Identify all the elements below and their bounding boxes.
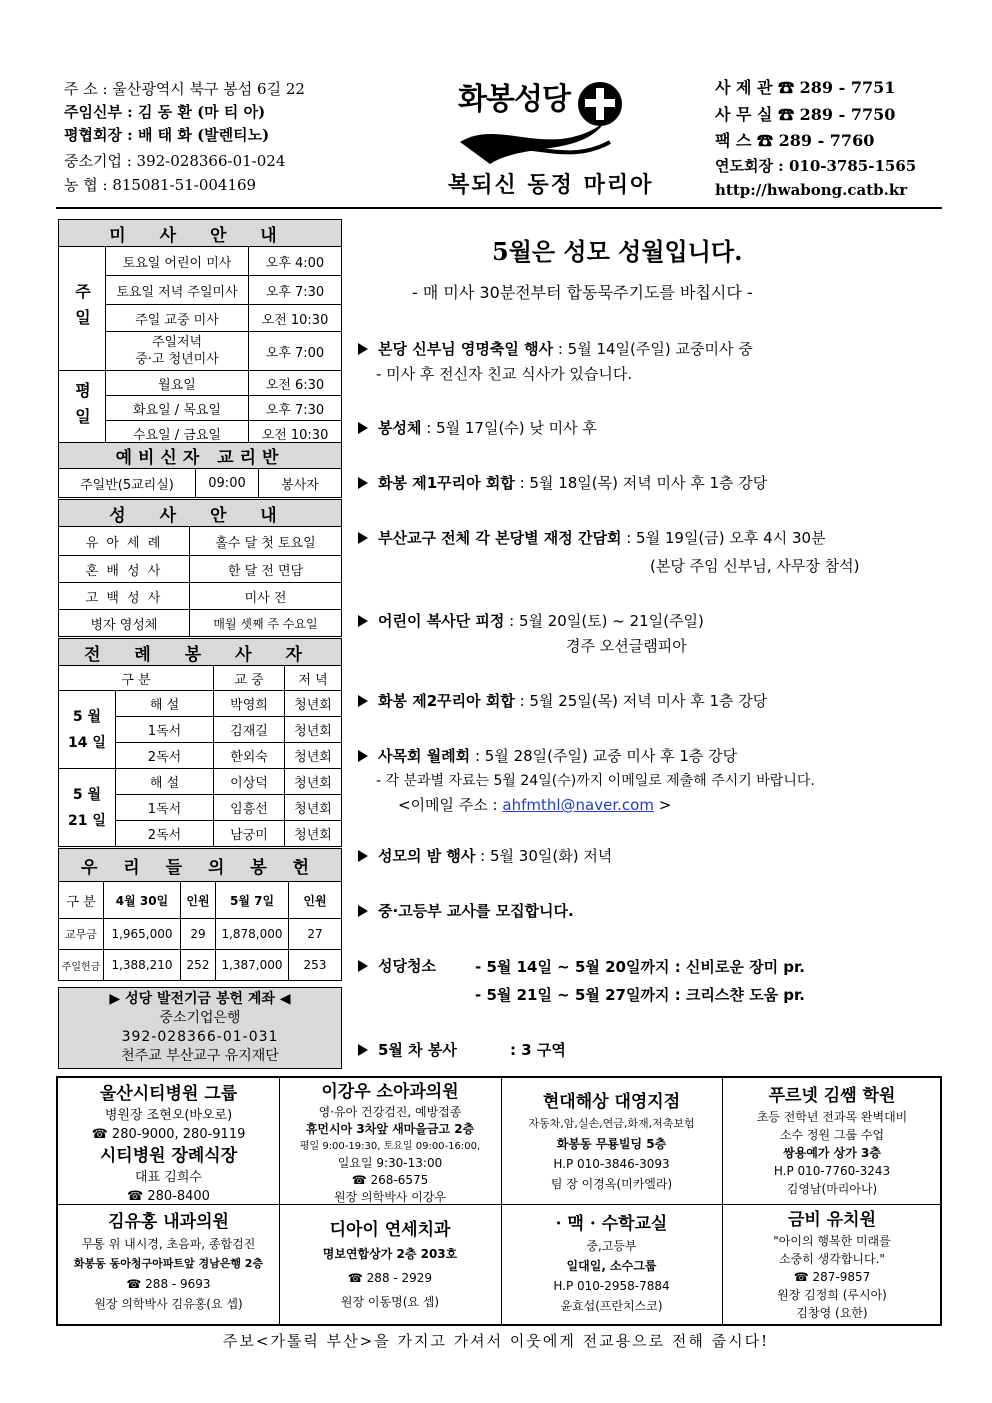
offering-head: 5월 7일	[216, 882, 289, 919]
triangle-bullet-icon	[358, 750, 368, 762]
ad-line: 자동차,암,실손,연금,화재,저축보험	[528, 1117, 695, 1130]
ad-line: ☎ 288 - 9693	[126, 1277, 211, 1291]
notice-head: 성모의 밤 행사	[378, 847, 476, 865]
patron-title: 복되신 동정 마리아	[448, 172, 654, 198]
liturgy-role: 해 설	[116, 691, 214, 717]
triangle-bullet-icon	[358, 695, 368, 707]
sunday-label: 주일	[59, 247, 106, 371]
ad-line: ☎ 287-9857	[793, 1270, 871, 1284]
catechism-volunteer: 봉사자	[259, 469, 342, 498]
sacrament-name: 유 아 세 례	[59, 527, 190, 556]
notice-head: 5월 차 봉사	[378, 1041, 457, 1059]
mass-time: 오전 10:30	[249, 305, 342, 332]
ad-line: 김창영 (요한)	[796, 1306, 868, 1320]
offering-amount: 1,388,210	[104, 950, 181, 981]
liturgy-sunday: 박영희	[214, 691, 285, 717]
offering-count: 29	[181, 919, 216, 950]
notice-item	[358, 417, 597, 439]
notice-text: : 5월 18일(목) 저녁 미사 후 1층 강당	[514, 474, 768, 492]
weekday-label: 평일	[59, 371, 106, 446]
service-line: : 3 구역	[510, 1041, 566, 1059]
ad-kindergarten	[722, 1208, 942, 1322]
liturgy-role: 2독서	[116, 821, 214, 847]
header-pastor: 주임신부 : 김 동 환 (마 티 아)	[64, 103, 266, 121]
ad-line: 원장 이동명(요 셉)	[340, 1295, 440, 1309]
catechism-class: 주일반(5교리실)	[59, 469, 196, 498]
phone-fax: 팩 스 ☎ 289 - 7760	[715, 131, 875, 150]
sacrament-info: 한 달 전 면담	[190, 556, 342, 583]
offering-table	[58, 848, 342, 981]
notice-item	[358, 845, 612, 867]
ad-line: 원장 의학박사 이강우	[334, 1190, 446, 1204]
ad-internal-medicine	[58, 1210, 279, 1314]
notice-text: : 5월 17일(수) 낮 미사 후	[421, 419, 597, 437]
sacrament-info: 매월 셋째 주 수요일	[190, 610, 342, 637]
ad-line: 명보연합상가 2층 203호	[322, 1247, 458, 1261]
development-fund-box	[58, 987, 342, 1069]
liturgy-role: 1독서	[116, 795, 214, 821]
ad-title: 현대해상 대영지점	[542, 1092, 681, 1112]
ad-line: H.P 010-7760-3243	[773, 1164, 891, 1178]
mass-name: 주일저녁 중·고 청년미사	[106, 332, 249, 371]
notice-head: 사목회 월례회	[378, 747, 471, 765]
ad-line: ☎ 280-9000, 280-9119	[91, 1127, 246, 1142]
triangle-bullet-icon	[358, 343, 368, 355]
notice-sub: - 각 분과별 자료는 5월 24일(수)까지 이메일로 제출해 주시기 바랍니다.	[376, 773, 815, 789]
mass-name: 토요일 어린이 미사	[106, 247, 249, 276]
fund-account: 392-028366-01-031	[121, 1029, 279, 1045]
ad-title: 김유홍 내과의원	[108, 1212, 229, 1232]
triangle-bullet-icon	[358, 1044, 368, 1056]
offering-row-label: 주일헌금	[59, 950, 104, 981]
sacrament-name: 혼 배 성 사	[59, 556, 190, 583]
catechism-time: 09:00	[196, 469, 259, 498]
liturgy-title: 전 례 봉 사 자	[59, 639, 342, 666]
liturgy-evening: 청년회	[285, 691, 342, 717]
notice-item	[358, 745, 737, 767]
ad-line: "아이의 행복한 미래를	[773, 1234, 891, 1248]
mass-name: 화요일 / 목요일	[106, 396, 249, 421]
liturgy-evening: 청년회	[285, 821, 342, 847]
mass-name: 토요일 저녁 주일미사	[106, 276, 249, 305]
liturgy-evening: 청년회	[285, 769, 342, 795]
ad-line: 일대일, 소수그룹	[566, 1259, 657, 1273]
mass-name: 주일 교중 미사	[106, 305, 249, 332]
ad-line: 초등 전학년 전과목 완벽대비	[756, 1110, 908, 1124]
notice-text: : 5월 28일(주일) 교중 미사 후 1층 강당	[470, 747, 738, 765]
notice-item	[358, 955, 436, 977]
offering-amount: 1,878,000	[216, 919, 289, 950]
ad-line: 휴먼시아 3차앞 새마을금고 2층	[305, 1122, 475, 1136]
ad-title: · 맥 · 수학교실	[555, 1214, 668, 1234]
liturgy-sunday: 김재길	[214, 717, 285, 743]
ad-dental	[279, 1218, 501, 1314]
notice-head: 본당 신부님 영명축일 행사	[378, 340, 554, 358]
ad-city-hospital	[58, 1082, 279, 1206]
notice-text: : 5월 19일(금) 오후 4시 30분	[621, 529, 826, 547]
liturgy-sunday: 임흥선	[214, 795, 285, 821]
ad-insurance	[501, 1090, 722, 1194]
notice-item	[358, 900, 574, 922]
mass-time: 오전 10:30	[249, 421, 342, 446]
email-link[interactable]: ahfmthl@naver.com	[502, 796, 654, 814]
triangle-bullet-icon	[358, 850, 368, 862]
ad-line: 병원장 조현오(바오로)	[104, 1108, 233, 1123]
notice-head: 화봉 제2꾸리아 회합	[378, 692, 515, 710]
main-subtitle: - 매 미사 30분전부터 합동묵주기도를 바칩시다 -	[412, 283, 753, 302]
ad-line: 화봉동 동아청구아파트앞 경남은행 2층	[73, 1257, 264, 1270]
liturgy-role: 2독서	[116, 743, 214, 769]
liturgy-date: 5 월 14 일	[59, 691, 116, 769]
notice-item	[358, 338, 753, 360]
email-close: >	[653, 796, 672, 814]
ad-line: ☎ 280-8400	[127, 1189, 210, 1204]
mass-time: 오전 6:30	[249, 371, 342, 396]
notice-head: 성당청소	[378, 957, 436, 975]
ad-title: 디아이 연세치과	[329, 1220, 451, 1240]
offering-amount: 1,387,000	[216, 950, 289, 981]
footer-note: 주보<가톨릭 부산>을 가지고 가셔서 이웃에게 전교용으로 전해 줍시다!	[222, 1332, 770, 1350]
mass-time: 오후 7:00	[249, 332, 342, 371]
mass-time: 오후 4:00	[249, 247, 342, 276]
church-logo	[430, 72, 670, 172]
triangle-bullet-icon	[358, 905, 368, 917]
notice-text: : 5월 25일(목) 저녁 미사 후 1층 강당	[514, 692, 768, 710]
ad-line: H.P 010-3846-3093	[553, 1157, 670, 1171]
notice-head: 화봉 제1꾸리아 회합	[378, 474, 515, 492]
sacrament-name: 병자 영성체	[59, 610, 190, 637]
ad-title: 시티병원 장례식장	[99, 1146, 238, 1166]
liturgy-head: 교 중	[214, 666, 285, 691]
ad-line: 원장 김정희 (루시아)	[777, 1288, 887, 1302]
notice-text: : 5월 14일(주일) 교중미사 중	[553, 340, 753, 358]
notice-head: 부산교구 전체 각 본당별 재정 간담회	[378, 529, 622, 547]
catechism-title: 예비신자 교리반	[59, 443, 342, 469]
ad-line: 팀 장 이경옥(미카엘라)	[550, 1177, 673, 1191]
mass-name: 월요일	[106, 371, 249, 396]
ad-title: 울산시티병원 그룹	[99, 1084, 238, 1104]
logo-text: 화봉성당	[458, 82, 570, 117]
ad-line: ☎ 288 - 2929	[347, 1271, 433, 1285]
sacraments-table	[58, 499, 342, 637]
ad-academy	[722, 1084, 942, 1198]
mass-time: 오후 7:30	[249, 396, 342, 421]
liturgy-table	[58, 638, 342, 847]
mass-time: 오후 7:30	[249, 276, 342, 305]
triangle-bullet-icon	[358, 532, 368, 544]
ad-title: 푸르넷 김쌤 학원	[768, 1086, 896, 1106]
notice-sub: (본당 주임 신부님, 사무장 참석)	[650, 557, 860, 575]
main-title: 5월은 성모 성월입니다.	[492, 237, 743, 266]
notice-item	[358, 472, 767, 494]
offering-count: 253	[289, 950, 342, 981]
header-address: 주 소 : 울산광역시 북구 봉섬 6길 22	[64, 80, 305, 98]
offering-count: 27	[289, 919, 342, 950]
offering-head: 4월 30일	[104, 882, 181, 919]
header-council: 평협회장 : 배 태 화 (발렌티노)	[64, 126, 270, 144]
header-bank2: 농 협 : 815081-51-004169	[64, 176, 257, 194]
ad-title: 이강우 소아과의원	[321, 1082, 459, 1102]
notice-item	[358, 527, 826, 549]
mass-schedule-table	[58, 219, 342, 446]
mass-title: 미 사 안 내	[59, 220, 342, 247]
sacraments-title: 성 사 안 내	[59, 500, 342, 527]
liturgy-sunday: 남궁미	[214, 821, 285, 847]
liturgy-date: 5 월 21 일	[59, 769, 116, 847]
ad-line: 평일 9:00-19:30, 토요일 09:00-16:00,	[299, 1141, 481, 1152]
yeondo-phone: 연도회장 : 010-3785-1565	[715, 157, 917, 175]
ad-line: 중,고등부	[586, 1239, 637, 1253]
fund-title: ▶ 성당 발전기금 봉헌 계좌 ◀	[109, 991, 291, 1007]
liturgy-evening: 청년회	[285, 743, 342, 769]
ad-line: 소수 정원 그룹 수업	[779, 1128, 885, 1142]
offering-head: 인원	[289, 882, 342, 919]
offering-head: 구 분	[59, 882, 104, 919]
sacrament-info: 홀수 달 첫 토요일	[190, 527, 342, 556]
triangle-bullet-icon	[358, 615, 368, 627]
ad-line: H.P 010-2958-7884	[553, 1279, 670, 1293]
phone-rectory: 사 제 관 ☎ 289 - 7751	[715, 78, 896, 97]
ad-line: 쌍용예가 상가 3층	[783, 1146, 881, 1160]
mass-name: 수요일 / 금요일	[106, 421, 249, 446]
triangle-bullet-icon	[358, 422, 368, 434]
notice-head: 중·고등부 교사를 모집합니다.	[378, 902, 574, 920]
phone-office: 사 무 실 ☎ 289 - 7750	[715, 105, 896, 124]
ad-math-class	[501, 1212, 722, 1316]
ad-line: 소중히 생각합니다."	[779, 1252, 885, 1266]
ad-line: 대표 김희수	[135, 1170, 202, 1185]
liturgy-sunday: 한외숙	[214, 743, 285, 769]
ad-title: 금비 유치원	[787, 1210, 877, 1230]
email-label: <이메일 주소 :	[398, 796, 503, 814]
offering-head: 인원	[181, 882, 216, 919]
ad-line: 김영남(마리아나)	[786, 1182, 878, 1196]
fund-bank: 중소기업은행	[159, 1010, 241, 1026]
sacrament-name: 고 백 성 사	[59, 583, 190, 610]
catechism-table	[58, 442, 342, 498]
liturgy-head: 저 녁	[285, 666, 342, 691]
notice-item	[358, 690, 767, 712]
sacrament-info: 미사 전	[190, 583, 342, 610]
liturgy-role: 해 설	[116, 769, 214, 795]
notice-head: 어린이 복사단 피정	[378, 612, 505, 630]
liturgy-role: 1독서	[116, 717, 214, 743]
ad-line: 화봉동 무룡빌딩 5층	[556, 1137, 667, 1151]
notice-sub: 경주 오션글램피아	[566, 637, 687, 655]
cleaning-line: - 5월 21일 ~ 5월 27일까지 : 크리스챤 도움 pr.	[475, 986, 805, 1004]
ad-line: ☎ 268-6575	[351, 1173, 429, 1187]
notice-text: : 5월 20일(토) ~ 21일(주일)	[504, 612, 704, 630]
offering-count: 252	[181, 950, 216, 981]
notice-sub: - 미사 후 전신자 친교 식사가 있습니다.	[376, 365, 633, 383]
ad-line: 영·유아 건강검진, 예방접종	[318, 1105, 462, 1119]
offering-row-label: 교무금	[59, 919, 104, 950]
notice-text: : 5월 30일(화) 저녁	[475, 847, 613, 865]
offering-title: 우 리 들 의 봉 헌	[59, 849, 342, 882]
header-divider	[56, 207, 942, 209]
liturgy-evening: 청년회	[285, 717, 342, 743]
cleaning-line: - 5월 14일 ~ 5월 20일까지 : 신비로운 장미 pr.	[475, 958, 805, 976]
liturgy-sunday: 이상덕	[214, 769, 285, 795]
offering-amount: 1,965,000	[104, 919, 181, 950]
liturgy-head: 구 분	[59, 666, 214, 691]
notice-item	[358, 1039, 457, 1061]
website-link[interactable]: http://hwabong.catb.kr	[715, 181, 908, 199]
triangle-bullet-icon	[358, 477, 368, 489]
ad-pediatrics	[279, 1080, 501, 1206]
triangle-bullet-icon	[358, 960, 368, 972]
ad-line: 무통 위 내시경, 초음파, 종합검진	[81, 1237, 256, 1251]
header-bank1: 중소기업 : 392-028366-01-024	[64, 152, 286, 170]
ad-line: 윤효섭(프란치스코)	[560, 1299, 663, 1313]
liturgy-evening: 청년회	[285, 795, 342, 821]
email-line	[398, 794, 671, 816]
ad-line: 원장 의학박사 김유홍(요 셉)	[94, 1297, 243, 1311]
notice-head: 봉성체	[378, 419, 422, 437]
fund-owner: 천주교 부산교구 유지재단	[121, 1048, 279, 1064]
notice-item	[358, 610, 704, 632]
ads-grid	[56, 1076, 942, 1326]
ad-line: 일요일 9:30-13:00	[337, 1156, 443, 1170]
